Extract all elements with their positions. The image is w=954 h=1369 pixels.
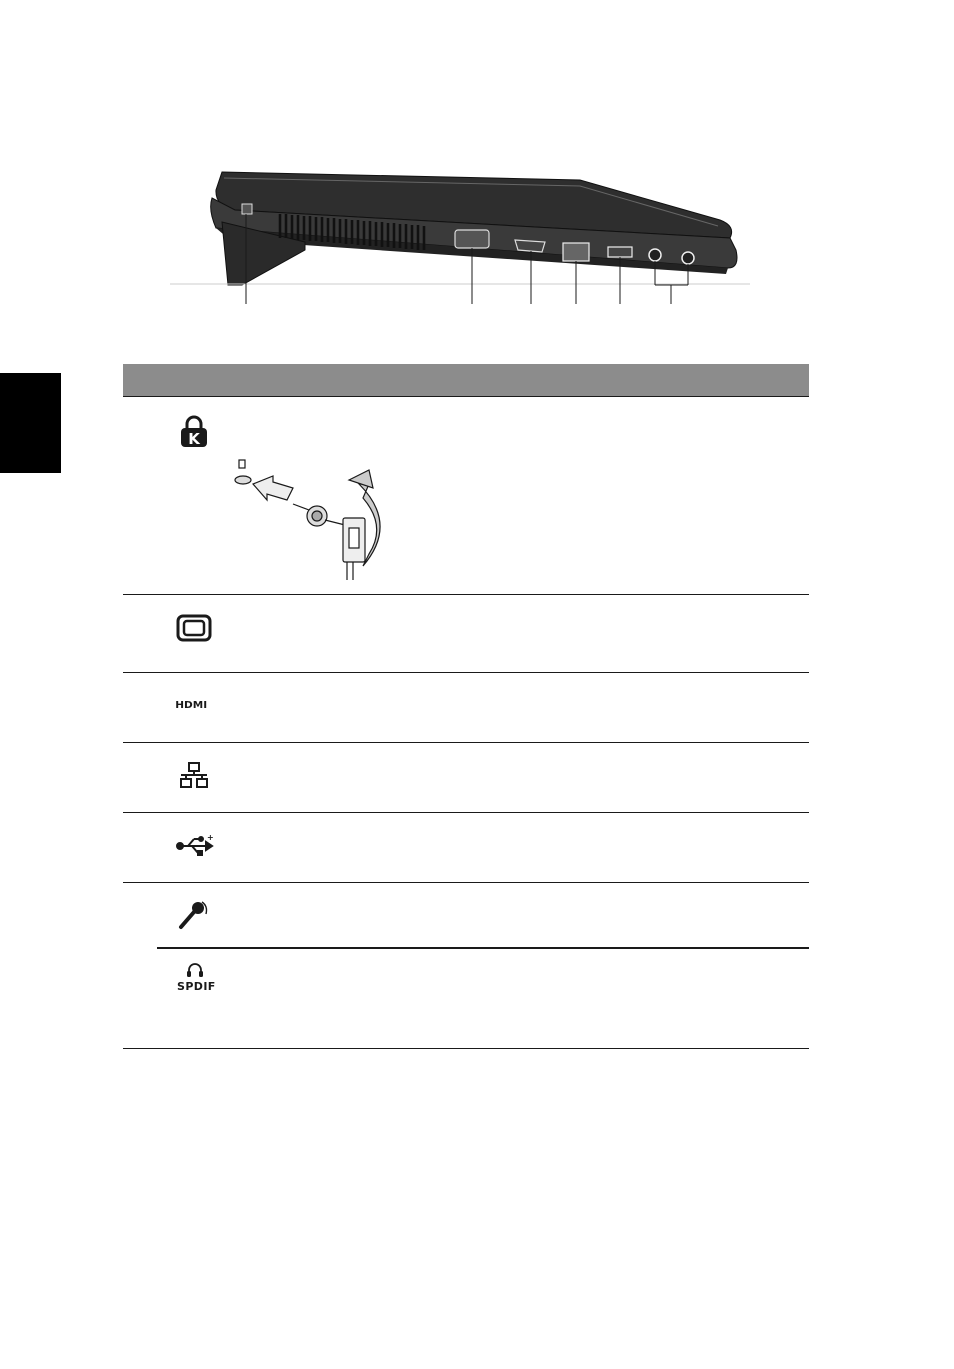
laptop-left-side-figure xyxy=(160,150,760,310)
table-header xyxy=(123,364,809,397)
hdmi-port xyxy=(515,240,545,252)
row-divider xyxy=(123,672,809,673)
display-port-icon xyxy=(176,614,212,642)
row-divider xyxy=(123,594,809,595)
usb-port xyxy=(608,247,632,257)
row-divider xyxy=(123,882,809,883)
headphone-spdif-icon xyxy=(186,962,204,978)
usb-icon xyxy=(176,834,212,856)
kensington-slot xyxy=(242,204,252,214)
spdif-label: SPDIF xyxy=(177,980,216,993)
ethernet-port xyxy=(563,243,589,261)
microphone-jack xyxy=(649,249,661,261)
network-icon xyxy=(179,762,209,788)
kensington-lock-icon xyxy=(179,416,209,448)
microphone-icon xyxy=(178,900,208,930)
row-divider xyxy=(123,812,809,813)
vga-port xyxy=(455,230,489,248)
hdmi-icon: HDMI xyxy=(175,700,208,711)
row-divider xyxy=(123,742,809,743)
row-divider xyxy=(157,947,809,949)
lock-installation-illustration xyxy=(223,454,403,584)
port-spec-table xyxy=(123,364,809,1050)
chapter-side-tab xyxy=(0,373,61,473)
svg-text:+: + xyxy=(207,833,214,842)
row-divider xyxy=(123,1048,809,1049)
row-divider xyxy=(123,396,809,397)
svg-text:K: K xyxy=(188,430,200,448)
headphone-jack xyxy=(682,252,694,264)
